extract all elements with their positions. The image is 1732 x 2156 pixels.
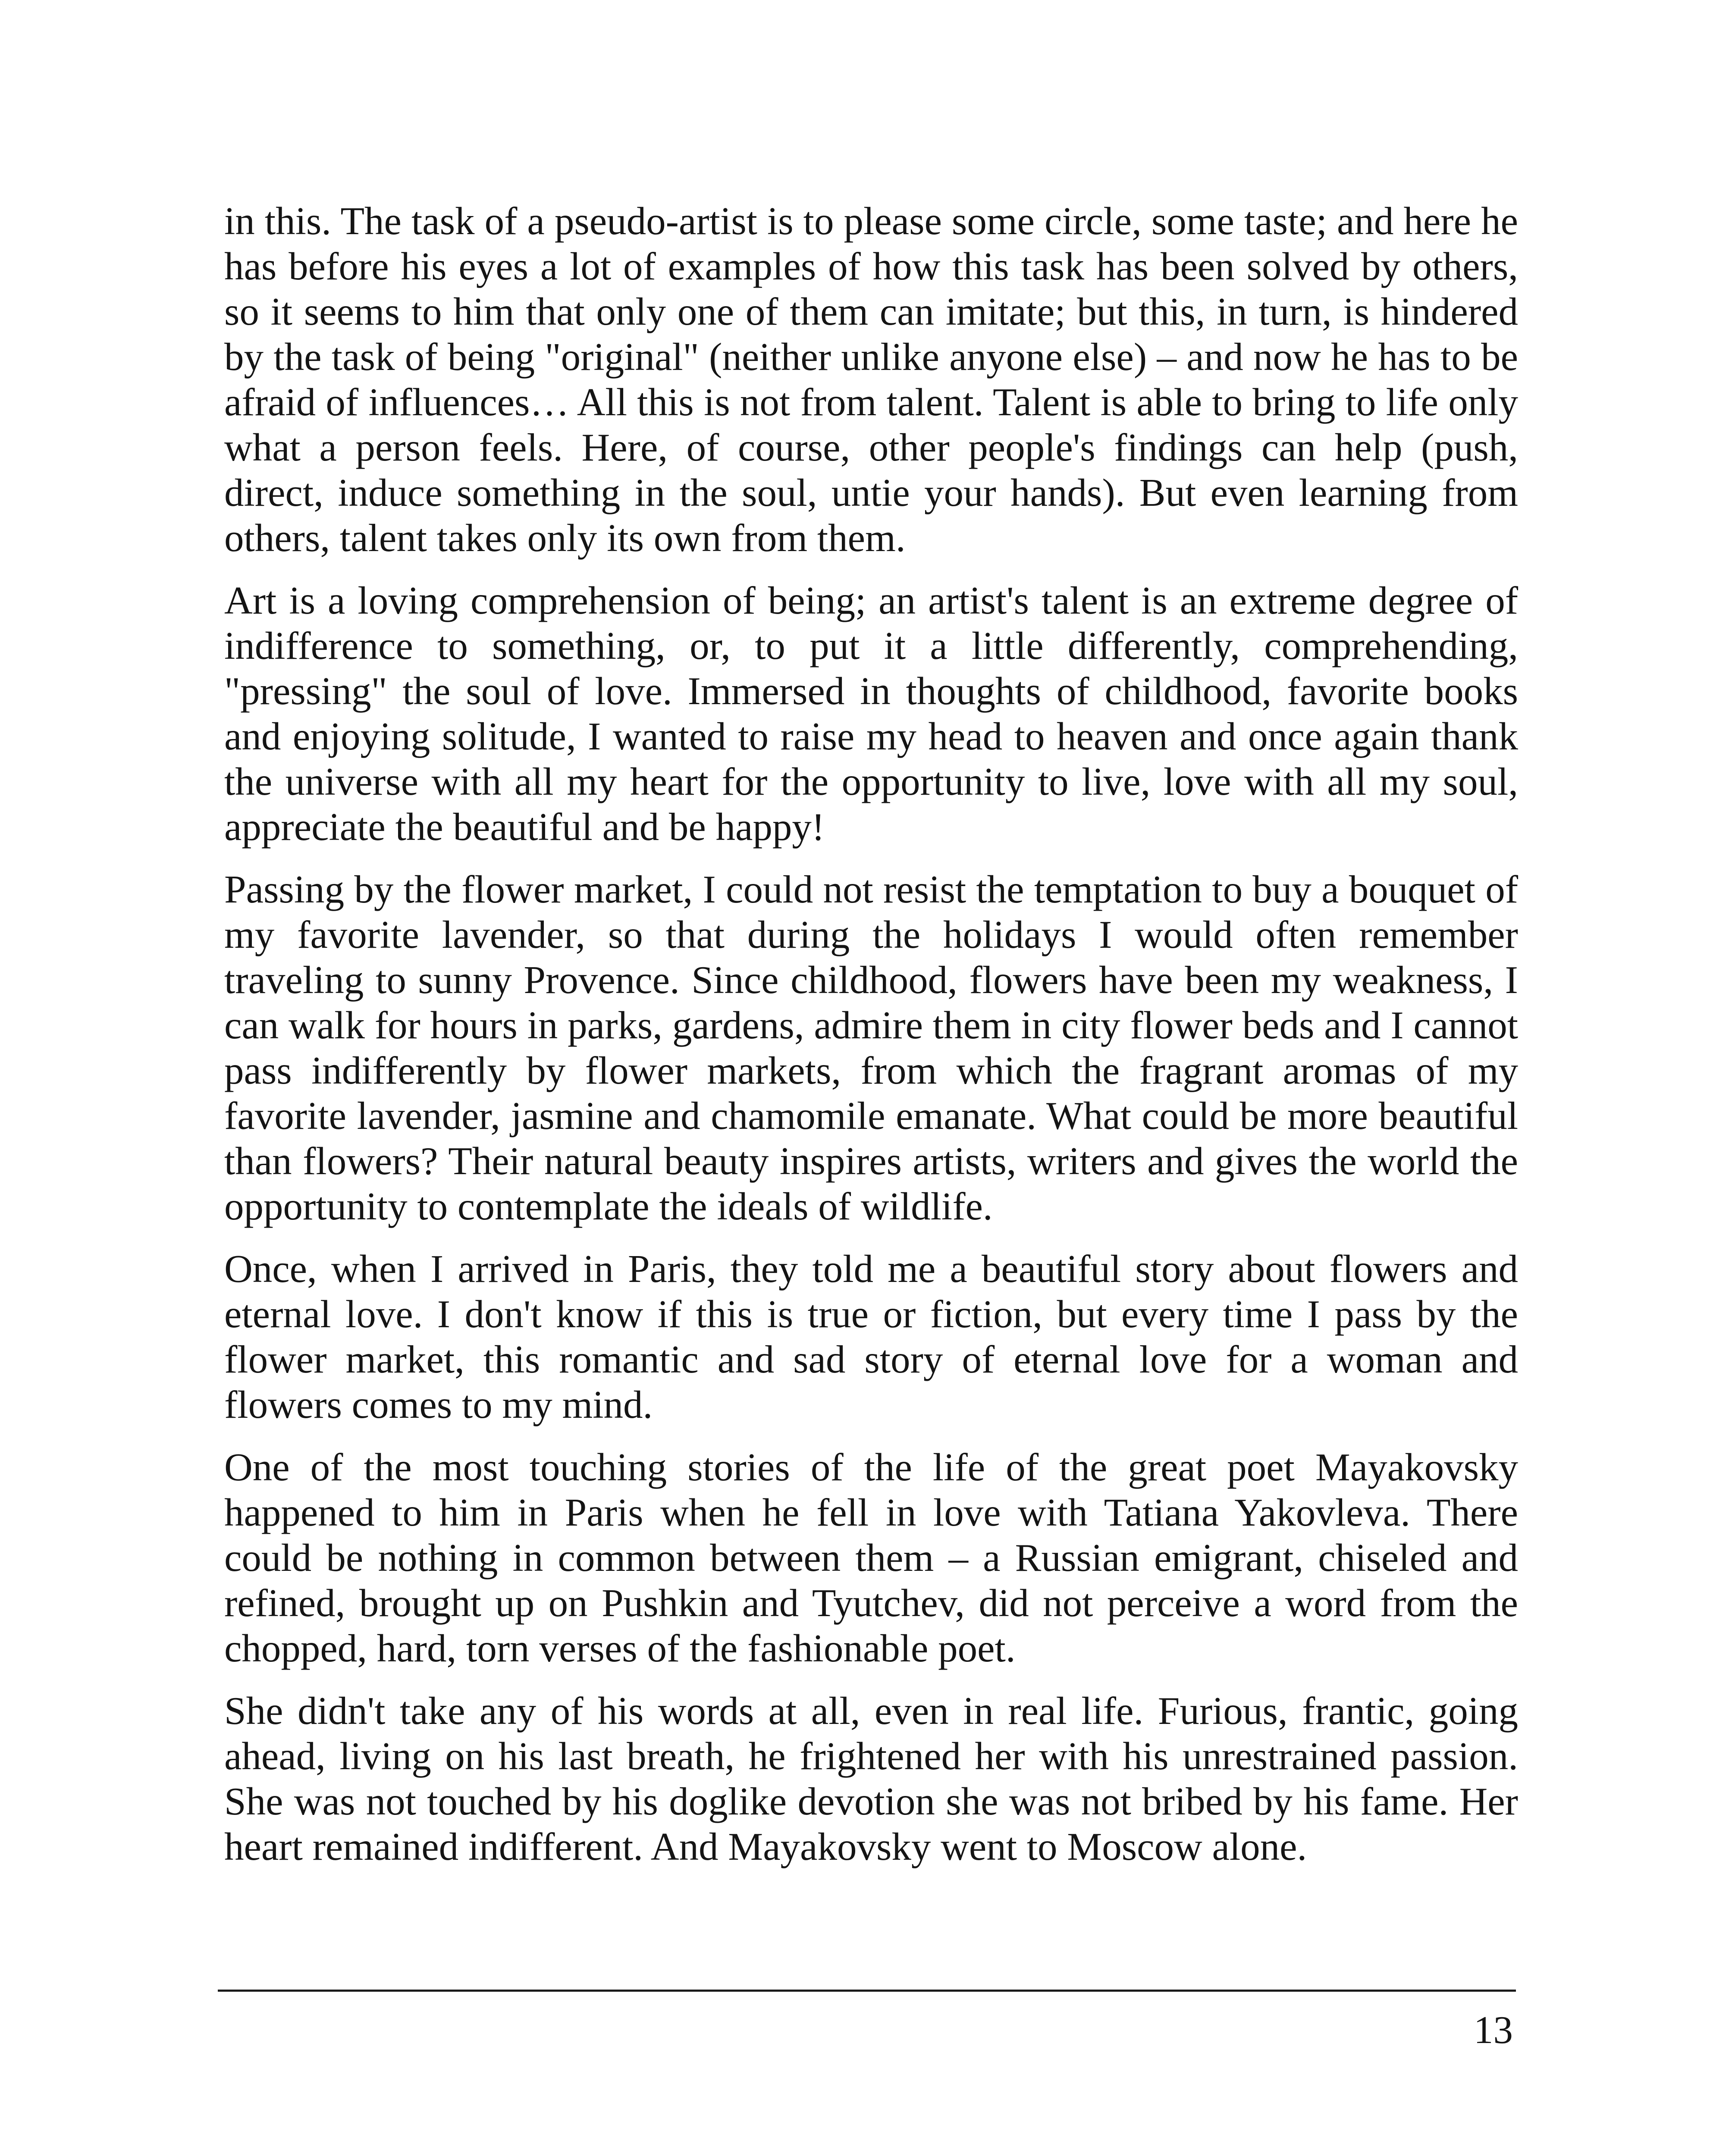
paragraph: Once, when I arrived in Paris, they told me a beautiful story about flowers and eternal love. I don't know if this is true or fiction, but every time I pass by the flower market, this romantic and sad story of eternal love for a woman and flowers comes to my mind. [224, 1247, 1518, 1426]
paragraph: She didn't take any of his words at all, even in real life. Furious, frantic, going ahead, living on his last breath, he frightened her with his unrestrained passion. She was not touched by his doglike devotion she was not bribed by his fame. Her heart remained indifferent. And Mayakovsky went to Moscow alone. [224, 1689, 1518, 1868]
body-text [224, 198, 1518, 1887]
paragraph: One of the most touching stories of the life of the great poet Mayakovsky happened to him in Paris when he fell in love with Tatiana Yakovleva. There could be nothing in common between them – a Russian emigrant, chiseled and refined, brought up on Pushkin and Tyutchev, did not perceive a word from the chopped, hard, torn verses of the fashionable poet. [224, 1445, 1518, 1670]
paragraph: in this. The task of a pseudo-artist is to please some circle, some taste; and here he has before his eyes a lot of examples of how this task has been solved by others, so it seems to him that only one of them can imitate; but this, in turn, is hindered by the task of being "original" (neither unlike anyone else) – and now he has to be afraid of influences… All this is not from talent. Talent is able to bring to life only what a person feels. Here, of course, other people's findings can help (push, direct, induce something in the soul, untie your hands). But even learning from others, talent takes only its own from them. [224, 199, 1518, 560]
page-number: 13 [1474, 2008, 1513, 2052]
paragraph: Art is a loving comprehension of being; an artist's talent is an extreme degree of indifference to something, or, to put it a little differently, comprehending, "pressing" the soul of love. Immersed in thoughts of childhood, favorite books and enjoying solitude, I wanted to raise my head to heaven and once again thank the universe with all my heart for the opportunity to live, love with all my soul, appreciate the beautiful and be happy! [224, 579, 1518, 849]
footer-divider [218, 1990, 1516, 1992]
paragraph: Passing by the flower market, I could not resist the temptation to buy a bouquet of my favorite lavender, so that during the holidays I would often remember traveling to sunny Provence. Since childhood, flowers have been my weakness, I can walk for hours in parks, gardens, admire them in city flower beds and I cannot pass indifferently by flower markets, from which the fragrant aromas of my favorite lavender, jasmine and chamomile emanate. What could be more beautiful than flowers? Their natural beauty inspires artists, writers and gives the world the opportunity to contemplate the ideals of wildlife. [224, 868, 1518, 1228]
